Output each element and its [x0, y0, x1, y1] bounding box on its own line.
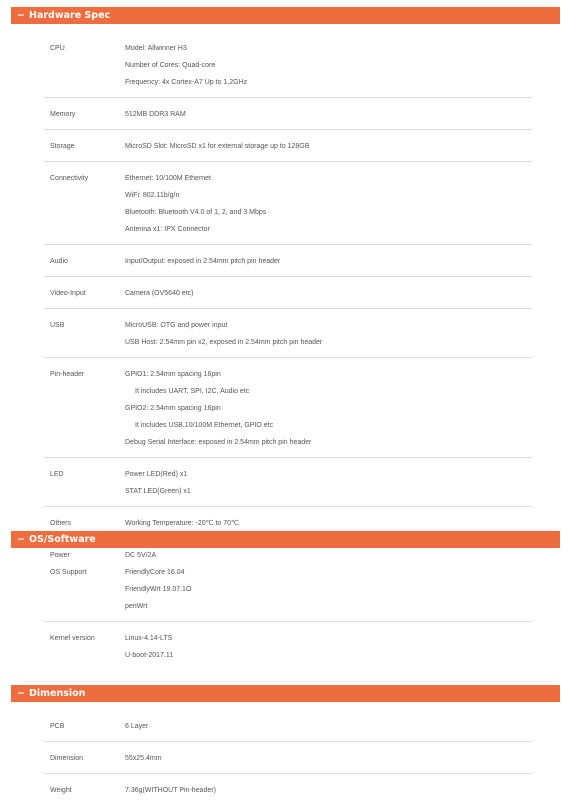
spec-value: Linux-4.14-LTS [125, 635, 173, 642]
spec-row-audio [44, 245, 532, 277]
section-title: Dimension [29, 688, 86, 699]
spec-value: STAT LED(Green) x1 [125, 488, 191, 495]
collapse-icon[interactable]: − [17, 534, 25, 545]
spec-label: Audio [50, 258, 68, 265]
spec-value: Ethernet: 10/100M Ethernet [125, 175, 211, 182]
spec-value: WiFi: 802.11b/g/n [125, 192, 180, 199]
spec-label: Pin-header [50, 371, 85, 378]
spec-values [125, 285, 532, 308]
spec-table-dimension [44, 710, 532, 805]
spec-values [125, 630, 532, 670]
spec-value: FriendlyCore 16.04 [125, 569, 185, 576]
spec-row-led [44, 458, 532, 507]
spec-values [125, 106, 532, 129]
spec-values [125, 40, 532, 97]
spec-values [125, 170, 532, 244]
spec-value: Debug Serial Interface: exposed in 2.54mm pitch pin header [125, 439, 312, 446]
spec-row-connectivity [44, 162, 532, 245]
spec-value: It includes UART, SPI, I2C, Audio etc [135, 388, 250, 395]
spec-value: Camera (OV5640 etc) [125, 290, 194, 297]
section-header-hardware-spec[interactable] [11, 7, 560, 24]
spec-value: 7.36g(WITHOUT Pin-header) [125, 787, 216, 794]
spec-value: 6 Layer [125, 723, 149, 730]
spec-value: DC 5V/2A [125, 552, 157, 559]
spec-value: Antenna x1: IPX Connector [125, 226, 210, 233]
spec-values [125, 317, 532, 357]
spec-label: Video-Input [50, 290, 86, 297]
spec-value: U-boot-2017.11 [125, 652, 174, 659]
spec-value: GPIO2: 2.54mm spacing 16pin [125, 405, 221, 412]
section-title: Hardware Spec [29, 10, 111, 21]
spec-values [125, 750, 532, 773]
spec-values [125, 253, 532, 276]
spec-row-usb [44, 309, 532, 358]
spec-value: penWrt [125, 603, 148, 610]
spec-value: Model: Allwinner H3 [125, 45, 187, 52]
spec-row-pcb [44, 710, 532, 742]
spec-label: Power [50, 552, 70, 559]
collapse-icon[interactable]: − [17, 688, 25, 699]
spec-values [125, 366, 532, 457]
spec-value: 512MB DDR3 RAM [125, 111, 186, 118]
spec-row-memory [44, 98, 532, 130]
spec-row-dimension [44, 742, 532, 774]
spec-value: It includes USB,10/100M Ethernet, GPIO etc [135, 422, 274, 429]
spec-value: FriendlyWrt 19.07.1O [125, 586, 192, 593]
spec-label: PCB [50, 723, 65, 730]
spec-value: USB Host: 2.54mm pin x2, exposed in 2.54mm pitch pin header [125, 339, 323, 346]
spec-label: LED [50, 471, 64, 478]
spec-value: 55x25.4mm [125, 755, 162, 762]
spec-row-weight [44, 774, 532, 805]
spec-value: MicroUSB: OTG and power input [125, 322, 228, 329]
spec-value: Power LED(Red) x1 [125, 471, 188, 478]
spec-values [125, 782, 532, 805]
spec-row-pin-header [44, 358, 532, 458]
spec-label: Dimension [50, 755, 84, 762]
section-header-dimension[interactable] [11, 685, 560, 702]
spec-label: Storage [50, 143, 75, 150]
spec-row-kernel-version [44, 622, 532, 670]
spec-label: OS Support [50, 569, 87, 576]
spec-value: MicroSD Slot: MicroSD x1 for external storage up to 128GB [125, 143, 310, 150]
spec-table-os-software [44, 556, 532, 670]
spec-values [125, 466, 532, 506]
spec-label: Weight [50, 787, 72, 794]
spec-label: Memory [50, 111, 76, 118]
spec-value: Bluetooth: Bluetooth V4.0 of 1, 2, and 3 Mbps [125, 209, 267, 216]
spec-values [125, 718, 532, 741]
spec-row-storage [44, 130, 532, 162]
spec-values [125, 138, 532, 161]
spec-value: Frequency: 4x Cortex-A7 Up to 1.2GHz [125, 79, 248, 86]
spec-row-video-input [44, 277, 532, 309]
spec-label: Others [50, 520, 72, 527]
spec-value: GPIO1: 2.54mm spacing 16pin [125, 371, 221, 378]
spec-label: USB [50, 322, 65, 329]
spec-value: Input/Output: exposed in 2.54mm pitch pin header [125, 258, 281, 265]
spec-values [125, 564, 532, 621]
spec-value: Working Temperature: -20℃ to 70℃ [125, 520, 239, 527]
collapse-icon[interactable]: − [17, 10, 25, 21]
section-header-os-software[interactable] [11, 531, 560, 548]
spec-row-os-support [44, 556, 532, 622]
section-title: OS/Software [29, 534, 96, 545]
spec-label: CPU [50, 45, 65, 52]
spec-label: Connectivity [50, 175, 89, 182]
spec-value: Number of Cores: Quad-core [125, 62, 216, 69]
spec-row-cpu [44, 32, 532, 98]
spec-label: Kernel version [50, 635, 95, 642]
spec-table-hardware-spec [44, 32, 532, 570]
